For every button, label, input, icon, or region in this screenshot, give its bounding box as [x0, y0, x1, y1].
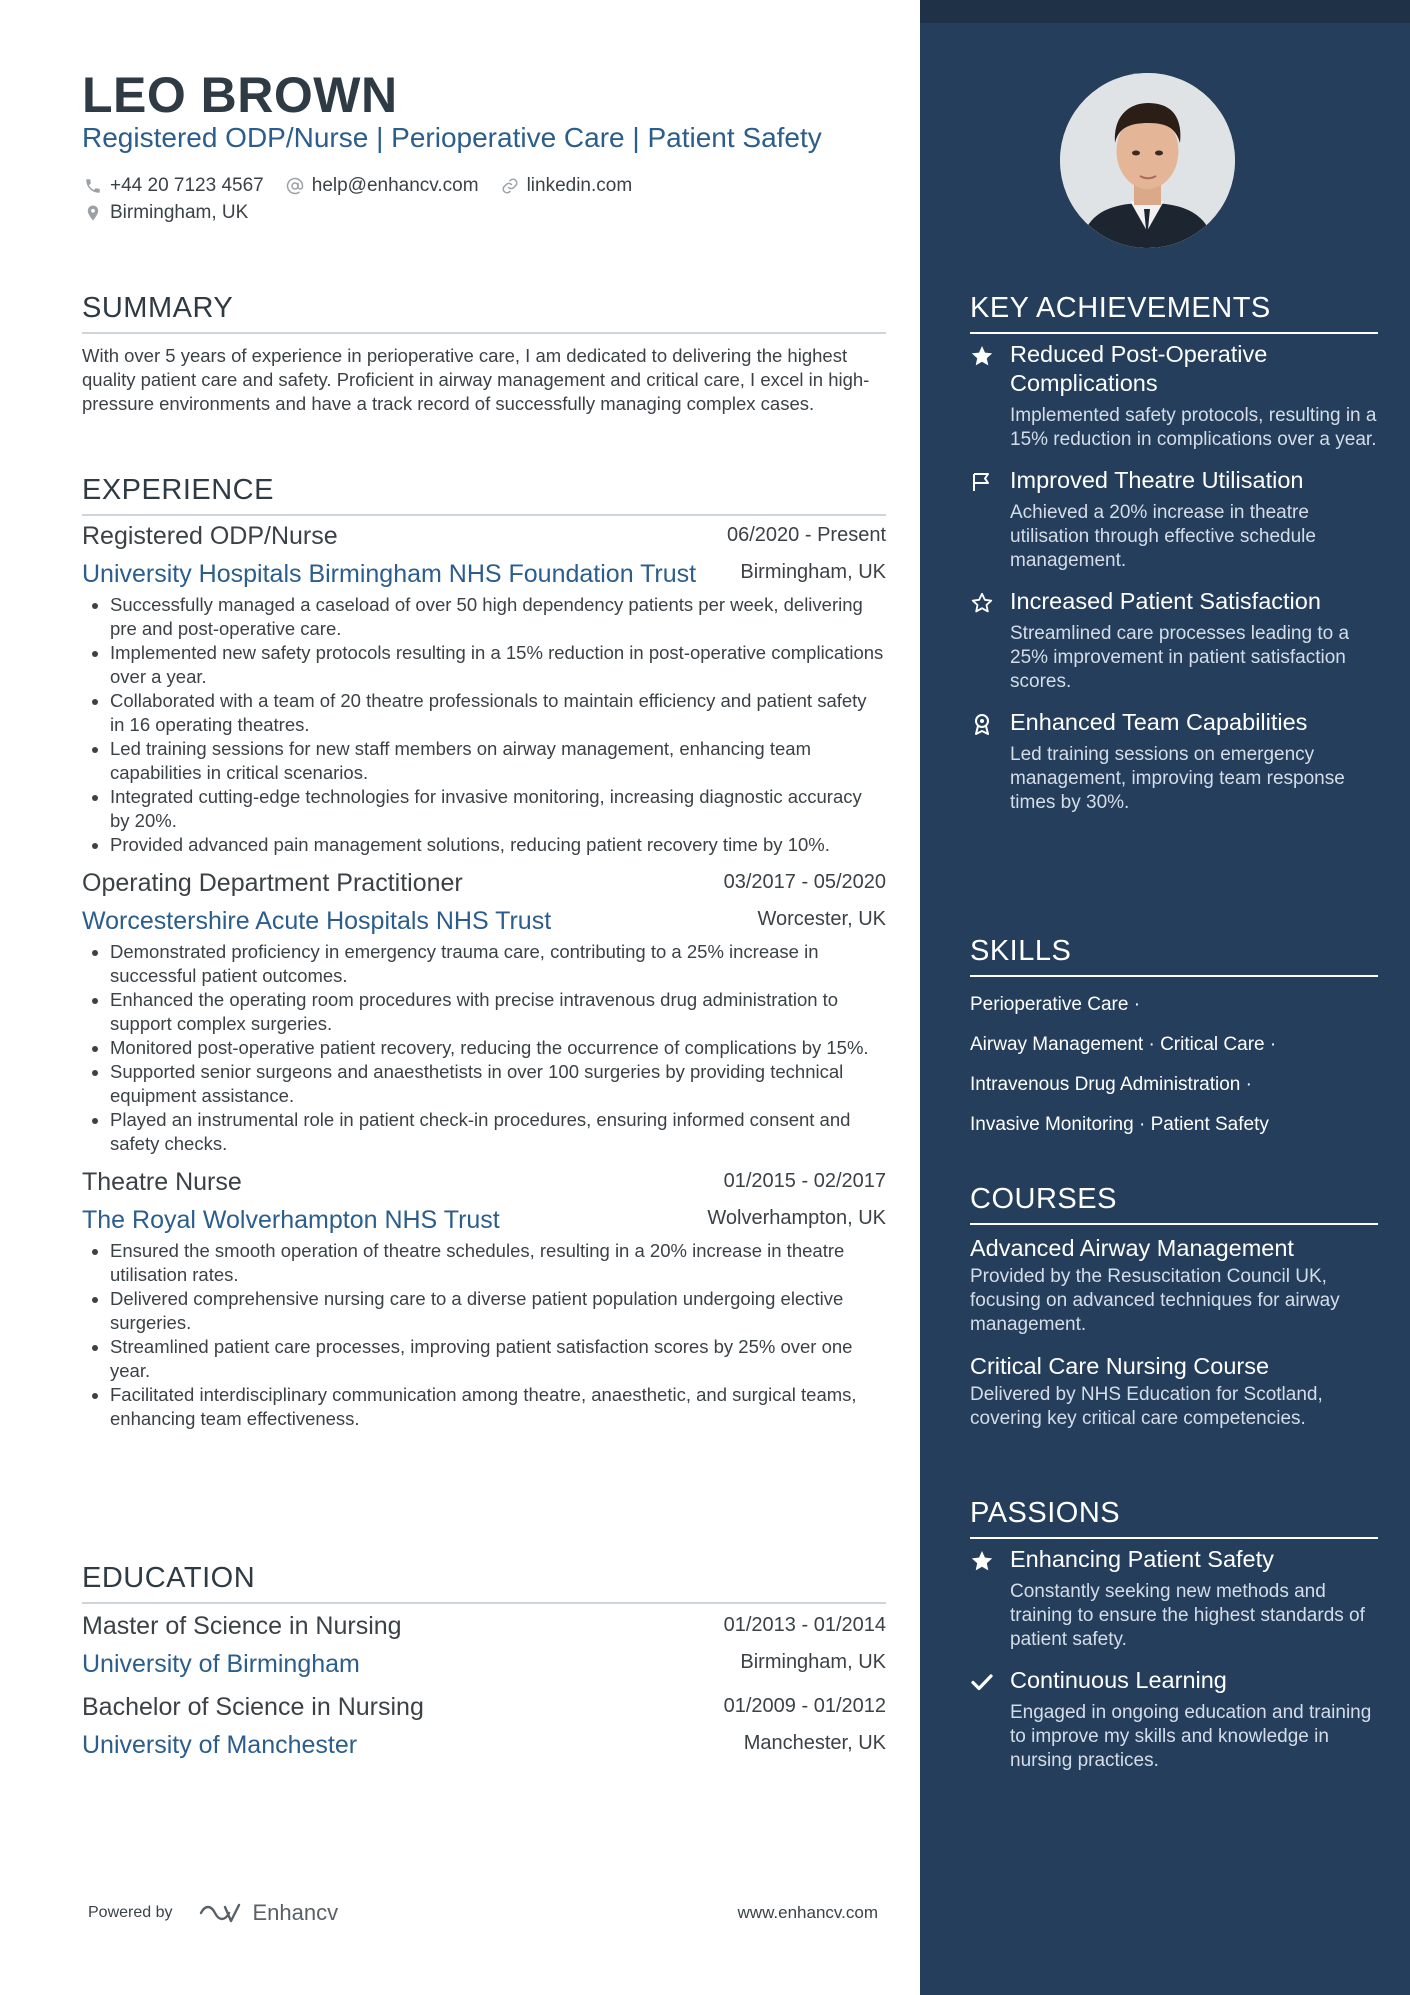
skill-row: Airway Management · Critical Care · [970, 1034, 1277, 1055]
section-heading: PASSIONS [970, 1497, 1121, 1529]
education-section [82, 1562, 886, 1760]
degree: Master of Science in Nursing [82, 1612, 402, 1640]
course-item [970, 1351, 1378, 1431]
link-icon [499, 175, 521, 197]
achievement-item [970, 708, 1378, 815]
email[interactable] [284, 175, 479, 197]
bullet: • Demonstrated proficiency in emergency trauma care, contributing to a 25% increase in successful patient outcomes. [110, 940, 886, 988]
achievement-desc: Led training sessions on emergency management, improving team response times by 30%. [1010, 744, 1345, 813]
education-dates: 01/2013 - 01/2014 [723, 1614, 886, 1636]
school-location: Birmingham, UK [740, 1651, 886, 1673]
divider [82, 332, 886, 334]
bullet: • Provided advanced pain management solutions, reducing patient recovery time by 10%. [110, 833, 886, 857]
divider [82, 514, 886, 516]
job-role: Operating Department Practitioner [82, 869, 463, 897]
education-entry [82, 1693, 886, 1760]
linkedin-link[interactable] [499, 175, 633, 197]
bullet: • Implemented new safety protocols resulting in a 15% reduction in post-operative complications over a year. [110, 641, 886, 689]
passion-item [970, 1666, 1378, 1773]
courses-section [970, 1183, 1378, 1431]
passion-title: Continuous Learning [1010, 1667, 1227, 1693]
bullet: • Supported senior surgeons and anaesthetists in over 100 surgeries by providing technical equipment assistance. [110, 1060, 886, 1108]
bullet: • Facilitated interdisciplinary communication among theatre, anaesthetic, and surgical teams, enhancing team effectiveness. [110, 1383, 886, 1431]
job-dates: 03/2017 - 05/2020 [723, 871, 886, 893]
job-role: Registered ODP/Nurse [82, 522, 338, 550]
experience-section [82, 474, 886, 1431]
sidebar [920, 0, 1410, 1995]
section-heading: SKILLS [970, 935, 1072, 967]
section-heading: COURSES [970, 1183, 1117, 1215]
star-outline-icon [970, 587, 1010, 694]
bullet: • Led training sessions for new staff members on airway management, enhancing team capabilities in critical scenarios. [110, 737, 886, 785]
job-entry [82, 522, 886, 857]
course-desc: Provided by the Resuscitation Council UK, focusing on advanced techniques for airway management. [970, 1266, 1340, 1335]
award-icon [970, 708, 1010, 815]
skill-row: Perioperative Care · [970, 994, 1141, 1015]
skills-section [970, 935, 1378, 1145]
phone-icon [82, 175, 104, 197]
education-dates: 01/2009 - 01/2012 [723, 1695, 886, 1717]
job-bullets [82, 1239, 886, 1431]
course-item [970, 1233, 1378, 1337]
skills-list [970, 985, 1378, 1145]
powered-by-label: Powered by [88, 1904, 173, 1921]
achievement-item [970, 466, 1378, 573]
bullet: • Collaborated with a team of 20 theatre professionals to maintain efficiency and patient safety in 16 operating theatres. [110, 689, 886, 737]
job-location: Wolverhampton, UK [707, 1207, 886, 1229]
divider [970, 1537, 1378, 1539]
email-text: help@enhancv.com [311, 174, 479, 196]
achievement-title: Enhanced Team Capabilities [1010, 709, 1308, 735]
job-bullets [82, 593, 886, 857]
job-company: Worcestershire Acute Hospitals NHS Trust [82, 907, 552, 935]
at-icon [284, 175, 306, 197]
summary-section [82, 292, 886, 416]
avatar [1060, 73, 1235, 248]
job-entry [82, 869, 886, 1156]
divider [970, 975, 1378, 977]
course-desc: Delivered by NHS Education for Scotland, covering key critical care competencies. [970, 1384, 1323, 1429]
achievement-title: Improved Theatre Utilisation [1010, 467, 1304, 493]
phone[interactable] [82, 175, 264, 197]
achievements-section [970, 292, 1378, 815]
achievement-item [970, 587, 1378, 694]
website-link[interactable]: www.enhancv.com [737, 1903, 878, 1922]
school-location: Manchester, UK [743, 1732, 886, 1754]
powered-by [88, 1900, 338, 1926]
section-heading: EXPERIENCE [82, 474, 274, 506]
enhancv-logo-icon [197, 1901, 243, 1925]
bullet: • Successfully managed a caseload of over 50 high dependency patients per week, delivering pre and post-operative care. [110, 593, 886, 641]
avatar-portrait [1060, 73, 1235, 248]
location [82, 202, 248, 224]
passion-desc: Engaged in ongoing education and training to improve my skills and knowledge in nursing practices. [1010, 1702, 1372, 1771]
passion-item [970, 1545, 1378, 1652]
course-title: Critical Care Nursing Course [970, 1353, 1270, 1379]
job-location: Birmingham, UK [740, 561, 886, 583]
divider [970, 1223, 1378, 1225]
sidebar-top-band [920, 0, 1410, 23]
bullet: • Monitored post-operative patient recovery, reducing the occurrence of complications by 15%. [110, 1036, 886, 1060]
passion-desc: Constantly seeking new methods and training to ensure the highest standards of patient safety. [1010, 1581, 1365, 1650]
job-dates: 06/2020 - Present [727, 524, 886, 546]
job-company: University Hospitals Birmingham NHS Foundation Trust [82, 560, 697, 588]
skill-row: Intravenous Drug Administration · [970, 1074, 1252, 1095]
section-heading: KEY ACHIEVEMENTS [970, 292, 1271, 324]
school: University of Manchester [82, 1731, 358, 1759]
footer [88, 1900, 878, 1926]
achievement-title: Increased Patient Satisfaction [1010, 588, 1321, 614]
course-title: Advanced Airway Management [970, 1235, 1294, 1261]
job-entry [82, 1168, 886, 1431]
phone-text: +44 20 7123 4567 [110, 174, 264, 196]
section-heading: SUMMARY [82, 292, 234, 324]
bullet: • Streamlined patient care processes, improving patient satisfaction scores by 25% over one year. [110, 1335, 886, 1383]
achievement-desc: Streamlined care processes leading to a 25% improvement in patient satisfaction scores. [1010, 623, 1350, 692]
bullet: • Delivered comprehensive nursing care to a diverse patient population undergoing elective surgeries. [110, 1287, 886, 1335]
bullet: • Enhanced the operating room procedures with precise intravenous drug administration to support complex surgeries. [110, 988, 886, 1036]
skill-row: Invasive Monitoring · Patient Safety [970, 1114, 1269, 1135]
degree: Bachelor of Science in Nursing [82, 1693, 424, 1721]
divider [970, 332, 1378, 334]
education-entry [82, 1612, 886, 1679]
bullet: • Ensured the smooth operation of theatre schedules, resulting in a 20% increase in theatre utilisation rates. [110, 1239, 886, 1287]
flag-icon [970, 466, 1010, 573]
passions-section [970, 1497, 1378, 1773]
job-location: Worcester, UK [757, 908, 886, 930]
location-text: Birmingham, UK [110, 201, 249, 223]
bullet: • Integrated cutting-edge technologies for invasive monitoring, increasing diagnostic accuracy by 20%. [110, 785, 886, 833]
job-role: Theatre Nurse [82, 1168, 242, 1196]
check-icon [970, 1666, 1010, 1773]
divider [82, 1602, 886, 1604]
bullet: • Played an instrumental role in patient check-in procedures, ensuring informed consent and safety checks. [110, 1108, 886, 1156]
section-heading: EDUCATION [82, 1562, 256, 1594]
passion-title: Enhancing Patient Safety [1010, 1546, 1274, 1572]
star-filled-icon [970, 1545, 1010, 1652]
candidate-name: LEO BROWN [82, 67, 398, 123]
brand-name: Enhancv [252, 1900, 339, 1925]
enhancv-logo[interactable] [197, 1900, 339, 1926]
achievement-item [970, 340, 1378, 452]
contact-info [82, 172, 652, 226]
school: University of Birmingham [82, 1650, 360, 1678]
job-dates: 01/2015 - 02/2017 [723, 1170, 886, 1192]
location-pin-icon [82, 202, 104, 224]
achievement-desc: Achieved a 20% increase in theatre utilisation through effective schedule management. [1010, 502, 1316, 571]
job-bullets [82, 940, 886, 1156]
link-text: linkedin.com [526, 174, 633, 196]
job-company: The Royal Wolverhampton NHS Trust [82, 1206, 500, 1234]
achievement-desc: Implemented safety protocols, resulting in a 15% reduction in complications over a year. [1010, 405, 1377, 450]
headline: Registered ODP/Nurse | Perioperative Care | Patient Safety [82, 122, 822, 153]
star-filled-icon [970, 340, 1010, 452]
summary-text: With over 5 years of experience in perioperative care, I am dedicated to delivering the highest quality patient care and safety. Proficient in airway management and critical care, I excel in high-pressure environments and have a track record of successfully managing complex cases. [82, 345, 870, 414]
achievement-title: Reduced Post-Operative Complications [1010, 341, 1268, 396]
